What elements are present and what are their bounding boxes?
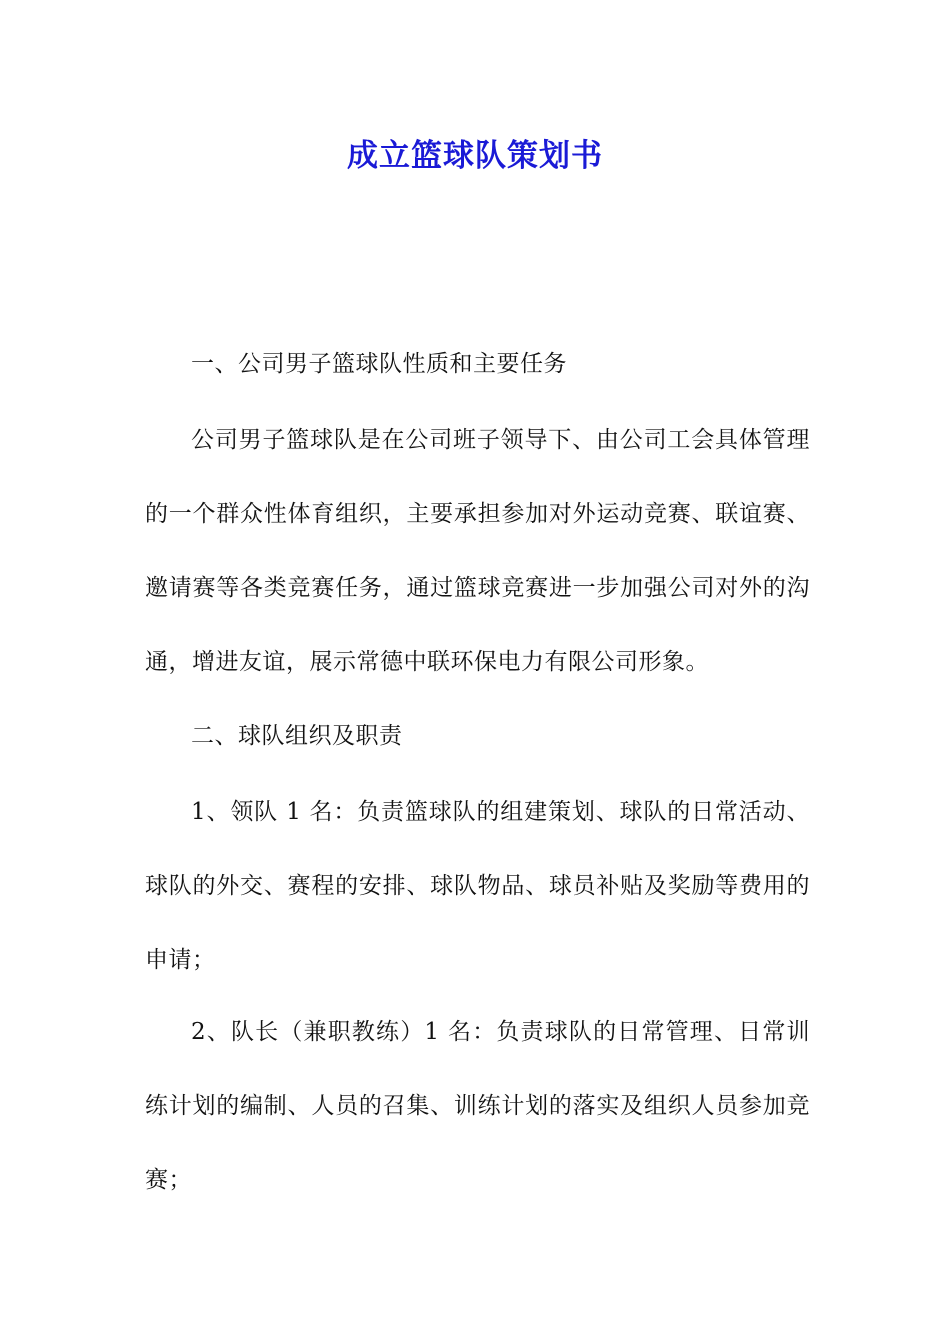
section-2-paragraph-2: 2、队长（兼职教练）1 名：负责球队的日常管理、日常训练计划的编制、人员的召集、训练计划的落实及组织人员参加竞赛； <box>145 1019 810 1193</box>
section-heading-2: 二、球队组织及职责 <box>191 723 403 749</box>
document-title: 成立篮球队策划书 <box>347 138 603 174</box>
section-1-paragraph-1: 公司男子篮球队是在公司班子领导下、由公司工会具体管理的一个群众性体育组织，主要承担参加对外运动竞赛、联谊赛、邀请赛等各类竞赛任务，通过篮球竞赛进一步加强公司对外的沟通，增进友谊，展示常德中联环保电力有限公司形象。 <box>145 427 810 675</box>
section-2-paragraph-1: 1、领队 1 名：负责篮球队的组建策划、球队的日常活动、球队的外交、赛程的安排、球队物品、球员补贴及奖励等费用的申请； <box>145 799 810 973</box>
section-heading-1: 一、公司男子篮球队性质和主要任务 <box>191 351 567 377</box>
